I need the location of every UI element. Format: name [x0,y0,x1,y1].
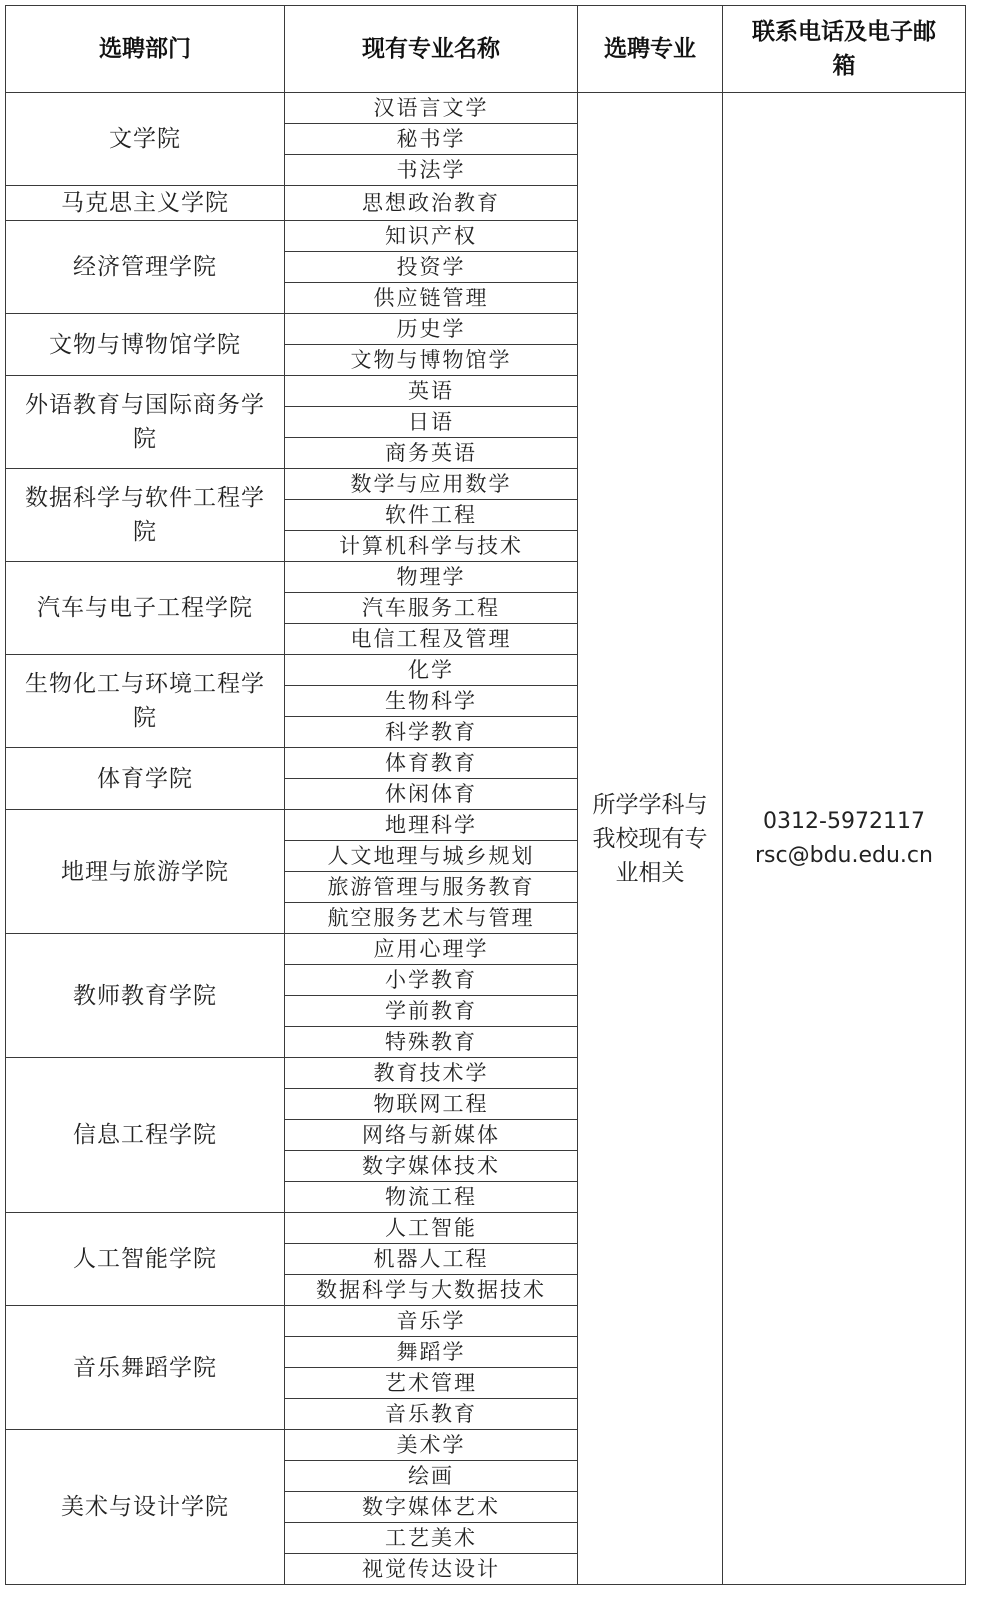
contact-phone: 0312-5972117 [763,808,925,834]
major-cell: 科学教育 [285,717,578,748]
major-cell: 数字媒体技术 [285,1151,578,1182]
major-cell: 生物科学 [285,686,578,717]
major-cell: 特殊教育 [285,1027,578,1058]
contact-email: rsc@bdu.edu.cn [755,842,933,868]
major-cell: 人工智能 [285,1213,578,1244]
header-department: 选聘部门 [6,6,285,93]
department-cell: 生物化工与环境工程学院 [6,655,285,748]
department-cell: 经济管理学院 [6,221,285,314]
major-cell: 绘画 [285,1461,578,1492]
major-cell: 商务英语 [285,438,578,469]
major-cell: 网络与新媒体 [285,1120,578,1151]
department-cell: 地理与旅游学院 [6,810,285,934]
major-cell: 旅游管理与服务教育 [285,872,578,903]
header-row [6,6,966,93]
major-cell: 视觉传达设计 [285,1554,578,1585]
major-cell: 舞蹈学 [285,1337,578,1368]
department-cell: 音乐舞蹈学院 [6,1306,285,1430]
requirement-cell: 所学学科与我校现有专业相关 [578,93,723,1585]
major-cell: 秘书学 [285,124,578,155]
department-cell: 马克思主义学院 [6,186,285,221]
major-cell: 电信工程及管理 [285,624,578,655]
major-cell: 美术学 [285,1430,578,1461]
major-cell: 应用心理学 [285,934,578,965]
major-cell: 日语 [285,407,578,438]
major-cell: 历史学 [285,314,578,345]
contact-cell [723,93,966,1585]
department-cell: 人工智能学院 [6,1213,285,1306]
major-cell: 汉语言文学 [285,93,578,124]
major-cell: 物理学 [285,562,578,593]
major-cell: 工艺美术 [285,1523,578,1554]
major-cell: 知识产权 [285,221,578,252]
major-cell: 软件工程 [285,500,578,531]
major-cell: 供应链管理 [285,283,578,314]
major-cell: 投资学 [285,252,578,283]
major-cell: 学前教育 [285,996,578,1027]
major-cell: 计算机科学与技术 [285,531,578,562]
major-cell: 物流工程 [285,1182,578,1213]
major-cell: 人文地理与城乡规划 [285,841,578,872]
major-cell: 音乐教育 [285,1399,578,1430]
department-cell: 教师教育学院 [6,934,285,1058]
major-cell: 英语 [285,376,578,407]
department-cell: 文学院 [6,93,285,186]
major-cell: 航空服务艺术与管理 [285,903,578,934]
major-cell: 地理科学 [285,810,578,841]
header-requirement: 选聘专业 [578,6,723,93]
department-cell: 汽车与电子工程学院 [6,562,285,655]
major-cell: 数学与应用数学 [285,469,578,500]
major-cell: 物联网工程 [285,1089,578,1120]
recruitment-table [5,5,966,1585]
major-cell: 文物与博物馆学 [285,345,578,376]
major-cell: 化学 [285,655,578,686]
department-cell: 美术与设计学院 [6,1430,285,1585]
major-cell: 音乐学 [285,1306,578,1337]
table-row [6,93,966,124]
major-cell: 小学教育 [285,965,578,996]
department-cell: 体育学院 [6,748,285,810]
department-cell: 文物与博物馆学院 [6,314,285,376]
major-cell: 艺术管理 [285,1368,578,1399]
major-cell: 机器人工程 [285,1244,578,1275]
major-cell: 体育教育 [285,748,578,779]
table-body [6,93,966,1585]
major-cell: 数据科学与大数据技术 [285,1275,578,1306]
major-cell: 休闲体育 [285,779,578,810]
header-majors: 现有专业名称 [285,6,578,93]
header-contact: 联系电话及电子邮箱 [723,6,966,93]
major-cell: 教育技术学 [285,1058,578,1089]
major-cell: 思想政治教育 [285,186,578,221]
major-cell: 数字媒体艺术 [285,1492,578,1523]
department-cell: 外语教育与国际商务学院 [6,376,285,469]
department-cell: 数据科学与软件工程学院 [6,469,285,562]
major-cell: 书法学 [285,155,578,186]
department-cell: 信息工程学院 [6,1058,285,1213]
major-cell: 汽车服务工程 [285,593,578,624]
